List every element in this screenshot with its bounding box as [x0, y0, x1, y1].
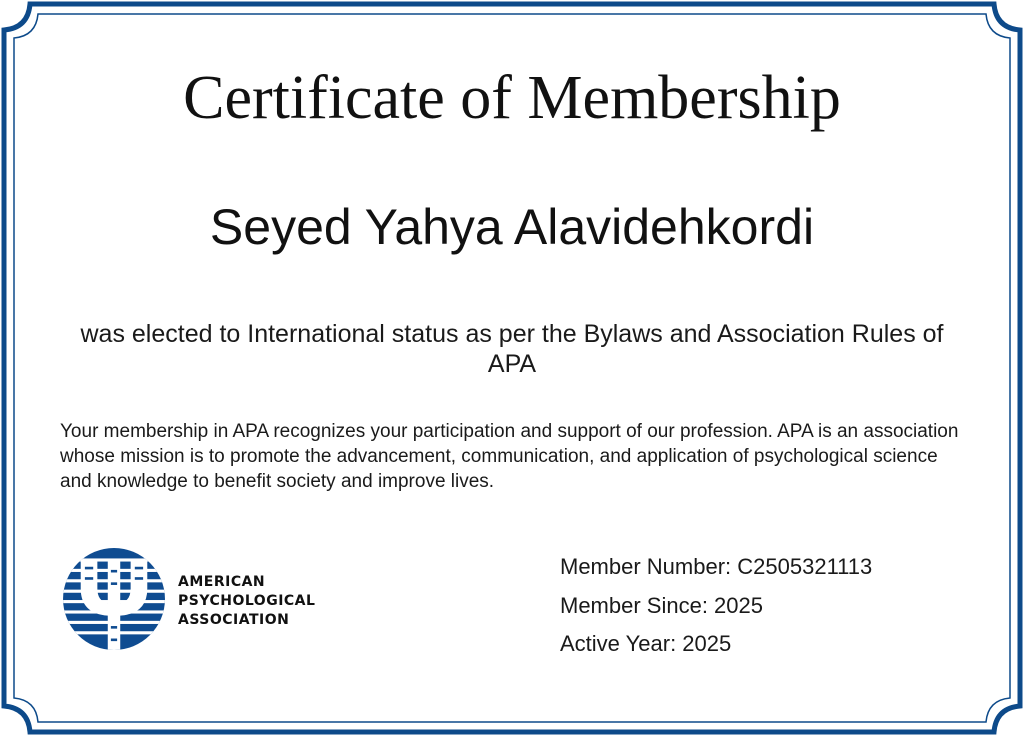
- member-details: [560, 548, 872, 664]
- organization-name: [178, 573, 315, 630]
- status-statement: was elected to International status as per the Bylaws and Association Rules of APA: [80, 320, 944, 378]
- member-number: Member Number: C2505321113: [560, 554, 873, 579]
- active-year: Active Year: 2025: [560, 631, 732, 656]
- organization-name-line-2: PSYCHOLOGICAL: [178, 593, 316, 609]
- member-since: Member Since: 2025: [560, 592, 763, 618]
- organization-name-line-1: AMERICAN: [178, 574, 266, 590]
- organization-logo: [62, 547, 352, 651]
- member-name: Seyed Yahya Alavidehkordi: [209, 199, 815, 255]
- certificate-title: Certificate of Membership: [183, 64, 841, 132]
- mission-statement: Your membership in APA recognizes your participation and support of our profession. APA is an association whose mission is to promote the advancement, communication, and application of psychological science and knowledge to benefit society and improve lives.: [60, 421, 959, 492]
- organization-name-line-3: ASSOCIATION: [178, 612, 290, 628]
- apa-psi-logo-icon: [62, 547, 166, 651]
